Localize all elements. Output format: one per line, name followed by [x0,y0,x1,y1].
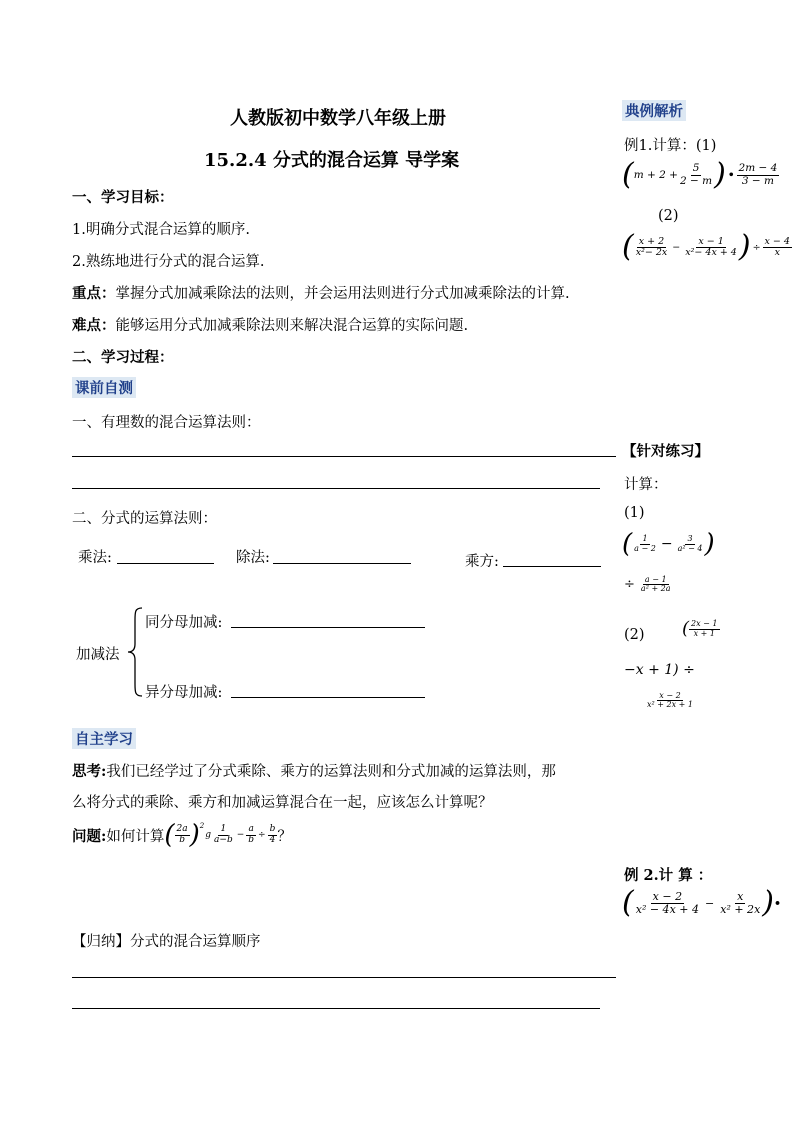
answer-line[interactable] [72,977,616,978]
example1-formula-2: ( $\frac{x + 2}{\text{x²− 2x}}$ − $\frac{x - 1}{\text{x²− 4x + 4}}$ ) ÷ $\frac{x - 4}{x}$ [622,229,790,264]
difficult-point-label: 难点： [72,317,116,334]
key-point [72,282,570,303]
goal-item-1: 1.明确分式混合运算的顺序. [72,222,250,238]
practice-1-formula-a: ( $\frac{1}{a - 2}$ − $\frac{3}{\text{a² − 4}}$ ) [622,529,715,559]
practice-2-formula-c: $\frac{x - 2}{\text{x² + 2x + 1}}$ [647,691,694,710]
question-text: 如何计算 [106,828,165,845]
question-label: 问题: [72,827,107,845]
diff-denom-label: 异分母加减: [145,685,223,701]
question-line [72,822,292,848]
process-heading: 二、学习过程： [72,349,174,366]
diff-denom-blank[interactable] [231,697,425,698]
difficult-point [72,314,468,335]
question-formula: ( $\frac{2a}{b}$ ) $^2$ g $\frac{1}{a-b}$ − $\frac{a}{b}$ ÷ $\frac{b}{4}$ [164,820,276,850]
div-blank[interactable] [273,563,411,564]
key-point-label: 重点： [72,285,116,302]
example-tag: 典例解析 [622,100,686,121]
example1-sub2: (2) [658,208,679,224]
practice-2-formula-b: −x + 1) ÷ [624,662,695,678]
think-label: 思考: [72,763,107,780]
same-denom-label: 同分母加减: [145,615,223,631]
page-title: 人教版初中数学八年级上册 [230,108,446,129]
goals-heading: 一、学习目标： [72,189,174,206]
example2-formula: ( $\frac{x - 2}{\text{x² − 4x + 4}}$ − $\frac{x}{\text{x² + 2x}}$ ) • [622,885,782,920]
practice-2-label: (2) [624,627,645,643]
example1-formula-1: ( m + 2 + $\frac{5}{2 - m}$ ) • $\frac{2m - 4}{3 - m}$ [622,157,778,192]
fraction-rule-label: 二、分式的运算法则： [72,511,217,527]
practice-calc-label: 计算： [624,477,668,493]
key-point-text: 掌握分式加减乘除法的法则，并会运用法则进行分式加减乘除法的计算. [115,286,570,302]
mult-blank[interactable] [117,563,214,564]
pow-blank[interactable] [503,566,601,567]
curly-brace-icon [126,606,144,698]
mult-label: 乘法: [78,550,112,566]
summary-label: 【归纳】分式的混合运算顺序 [72,934,261,950]
answer-line[interactable] [72,1008,600,1009]
practice-tag: 【针对练习】 [622,443,709,460]
same-denom-blank[interactable] [231,627,425,628]
example2-label: 例 2.计 算 ： [624,867,713,884]
addsub-label: 加减法 [76,647,120,663]
practice-2-formula-a: ( $\frac{2x - 1}{x + 1}$ [682,618,718,639]
pow-label: 乘方: [465,554,499,570]
practice-1-formula-b: ÷ $\frac{a - 1}{\text{a² + 2a}}$ [624,575,671,594]
self-study-tag: 自主学习 [72,728,136,749]
question-end: ？ [277,828,292,845]
goal-item-2: 2.熟练地进行分式的混合运算. [72,254,265,270]
example1-label [624,134,716,155]
div-label: 除法: [236,550,270,566]
page-subtitle: 15.2.4 分式的混合运算 导学案 [204,150,460,171]
rational-rule-label: 一、有理数的混合运算法则： [72,415,261,431]
answer-line[interactable] [72,488,600,489]
difficult-point-text: 能够运用分式加减乘除法则来解决混合运算的实际问题. [115,318,469,334]
pre-test-tag: 课前自测 [72,377,136,398]
think-line-1 [72,760,556,781]
example1-label-text: 例1.计算：(1) [624,138,717,154]
answer-line[interactable] [72,456,616,457]
practice-1-label: (1) [624,505,645,521]
think-line-2: 么将分式的乘除、乘方和加减运算混合在一起，应该怎么计算呢？ [72,795,493,811]
think-text-1: 我们已经学过了分式乘除、乘方的运算法则和分式加减的运算法则，那 [106,764,556,780]
